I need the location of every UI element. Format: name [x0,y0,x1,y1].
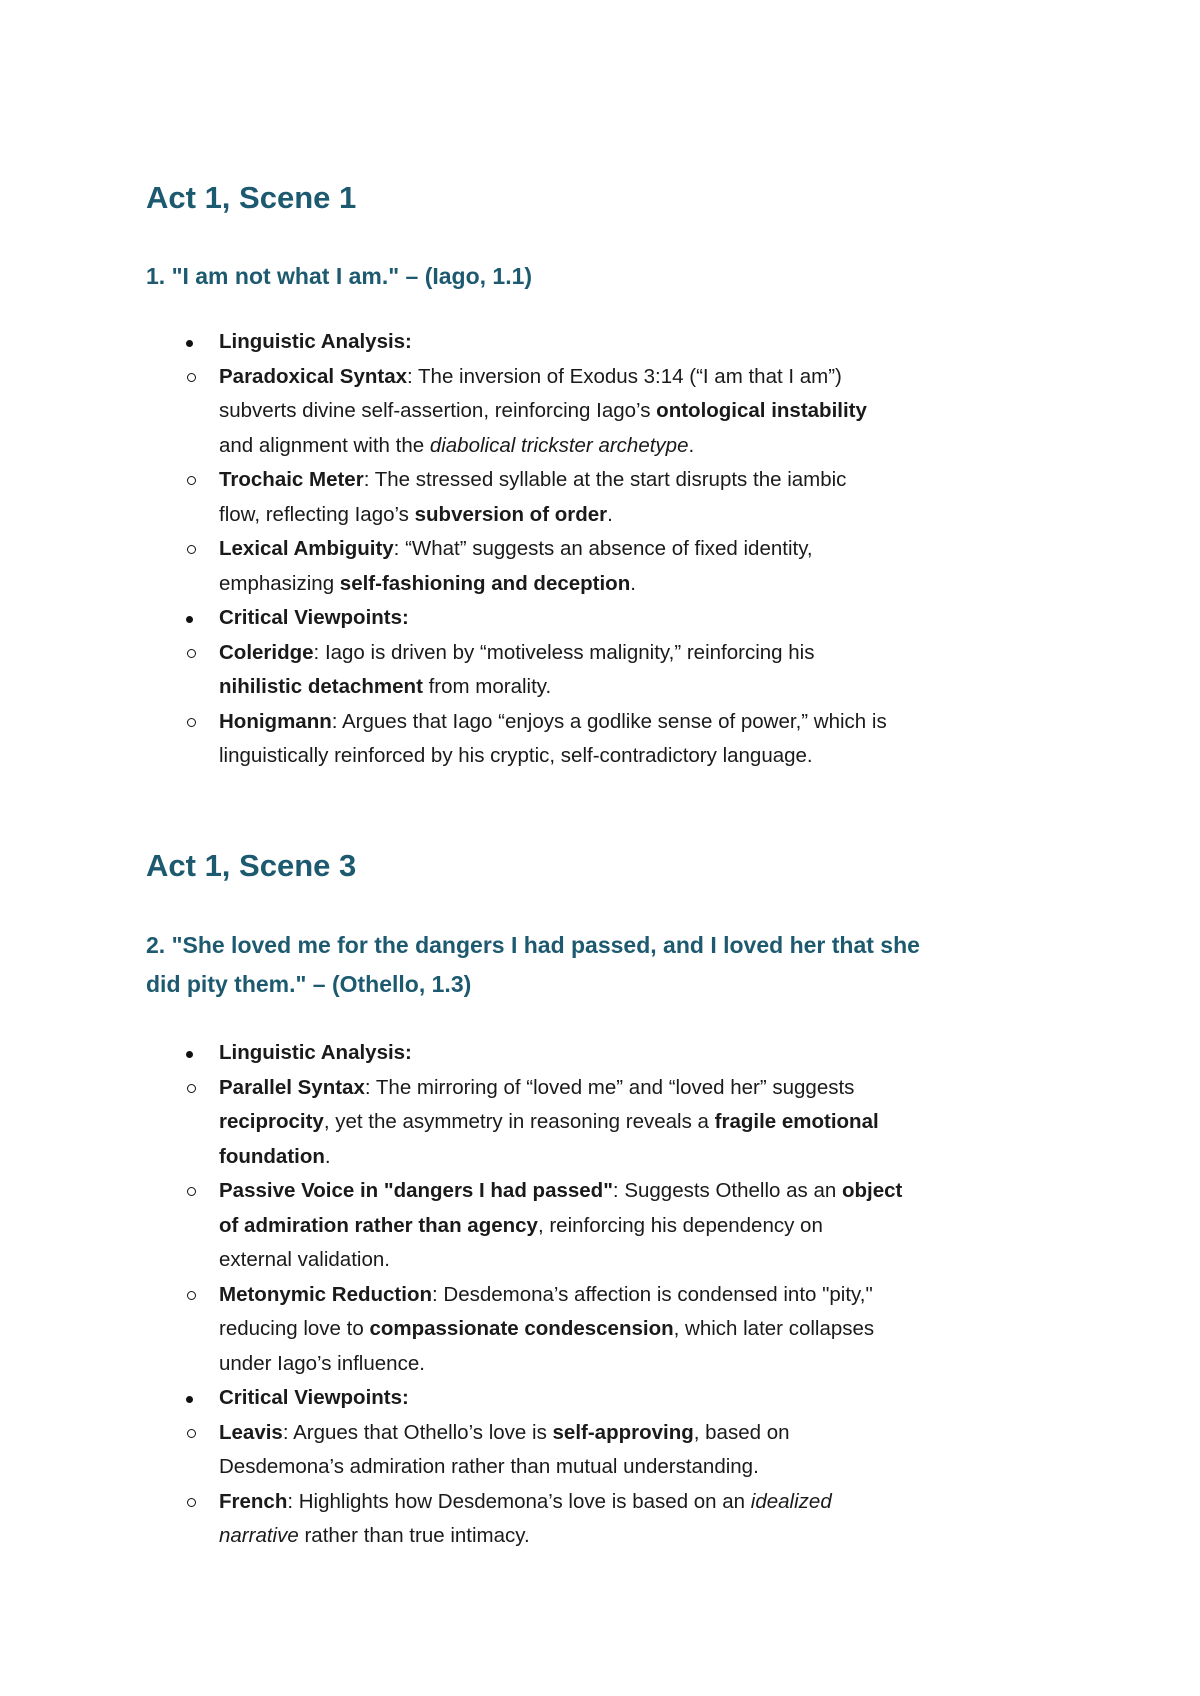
critical-viewpoints-sublist [219,1416,1086,1554]
circle-bullet-icon [187,1084,196,1093]
quote-heading-1: 1. "I am not what I am." – (Iago, 1.1) [146,263,533,289]
item-emphasis: self-fashioning and deception [339,571,631,595]
term-label: French [219,1489,288,1513]
circle-bullet-icon [187,545,196,554]
item-text: . [630,571,636,595]
item-text: , reinforcing his dependency on [537,1213,823,1237]
item-emphasis: object [841,1179,903,1202]
item-text: external validation. [219,1248,390,1271]
term-label: Passive Voice in "dangers I had passed" [219,1179,613,1202]
list-item [219,1416,1086,1485]
item-text: : The inversion of Exodus 3:14 (“I am that I am”) [407,364,842,388]
item-emphasis: of admiration rather than agency [219,1213,538,1237]
item-text: from morality. [422,675,552,698]
item-text: : Argues that Iago “enjoys a godlike sense of power,” which is [331,709,887,733]
list-item [219,1174,1086,1278]
term-label: Coleridge [219,640,314,664]
bullet-icon [186,1396,193,1403]
item-text: linguistically reinforced by his cryptic, self-contradictory language. [219,744,813,767]
item-text: . [688,433,695,457]
item-text: : Desdemona’s affection is condensed into "pity," [432,1282,873,1306]
item-text: . [607,502,613,526]
critical-viewpoints-sublist [219,636,1086,774]
critical-viewpoints-label: Critical Viewpoints: [219,606,409,629]
list-item [219,1485,1086,1554]
item-text: under Iago’s influence. [219,1351,425,1375]
linguistic-analysis-label: Linguistic Analysis: [219,330,412,353]
bullet-icon [186,1051,193,1058]
act-heading-2: Act 1, Scene 3 [146,848,357,883]
bullet-icon [186,616,193,623]
item-text: : The mirroring of “loved me” and “loved her” suggests [364,1075,855,1099]
circle-bullet-icon [187,373,196,382]
item-italic: narrative [219,1524,299,1547]
list-item [219,360,1086,464]
item-text: reducing love to [219,1317,370,1340]
item-emphasis: ontological instability [656,399,867,422]
bullet-icon [186,340,193,347]
item-text: : Iago is driven by “motiveless malignity,” reinforcing his [313,640,815,664]
item-text: , which later collapses [673,1317,875,1340]
linguistic-analysis-label: Linguistic Analysis: [219,1041,412,1064]
circle-bullet-icon [187,649,196,658]
circle-bullet-icon [187,1429,196,1438]
term-label: Metonymic Reduction [219,1282,432,1306]
item-italic: diabolical trickster archetype [429,433,689,457]
item-text: , based on [693,1420,790,1444]
item-emphasis: subversion of order [414,502,608,526]
section-1-list [146,325,1086,774]
act-heading-1: Act 1, Scene 1 [146,180,357,215]
item-text: subverts divine self-assertion, reinforcing Iago’s [219,399,657,422]
item-text: : Suggests Othello as an [612,1179,842,1202]
critical-viewpoints-item [146,601,1086,774]
term-label: Paradoxical Syntax [219,364,408,388]
linguistic-analysis-sublist [219,360,1086,602]
item-text: : “What” suggests an absence of fixed identity, [393,537,813,560]
circle-bullet-icon [187,476,196,485]
list-item [219,1278,1086,1382]
linguistic-analysis-item [146,1036,1086,1381]
list-item [219,636,1086,705]
item-emphasis: fragile emotional [714,1110,879,1133]
item-emphasis: self-approving [552,1420,694,1444]
item-text: emphasizing [219,571,340,595]
quote-heading-2 [146,926,920,1004]
quote-heading-line: 2. "She loved me for the dangers I had passed, and I loved her that she [146,932,920,958]
list-item [219,463,1086,532]
item-emphasis: reciprocity [219,1110,324,1133]
term-label: Parallel Syntax [219,1075,365,1099]
quote-heading-line: did pity them." – (Othello, 1.3) [146,971,472,997]
term-label: Trochaic Meter [219,468,364,491]
item-text: : The stressed syllable at the start disrupts the iambic [363,468,847,491]
circle-bullet-icon [187,1498,196,1507]
item-text: : Argues that Othello’s love is [282,1420,553,1444]
list-item [219,1071,1086,1175]
term-label: Lexical Ambiguity [219,537,394,560]
linguistic-analysis-item [146,325,1086,601]
section-2-list [146,1036,1086,1554]
item-text: flow, reflecting Iago’s [219,502,415,526]
item-text: , yet the asymmetry in reasoning reveals a [323,1110,715,1133]
item-emphasis: foundation [219,1144,325,1168]
item-text: Desdemona’s admiration rather than mutual understanding. [219,1455,759,1478]
term-label: Honigmann [219,709,332,733]
item-text: rather than true intimacy. [298,1524,530,1547]
critical-viewpoints-label: Critical Viewpoints: [219,1386,409,1409]
critical-viewpoints-item [146,1381,1086,1554]
item-emphasis: nihilistic detachment [219,675,423,698]
item-emphasis: compassionate condescension [369,1317,674,1340]
linguistic-analysis-sublist [219,1071,1086,1382]
circle-bullet-icon [187,1291,196,1300]
item-text: . [324,1144,331,1168]
item-text: : Highlights how Desdemona’s love is based on an [287,1489,751,1513]
list-item [219,532,1086,601]
item-italic: idealized [750,1489,832,1513]
term-label: Leavis [219,1420,283,1444]
circle-bullet-icon [187,1187,196,1196]
list-item [219,705,1086,774]
circle-bullet-icon [187,718,196,727]
item-text: and alignment with the [219,433,430,457]
